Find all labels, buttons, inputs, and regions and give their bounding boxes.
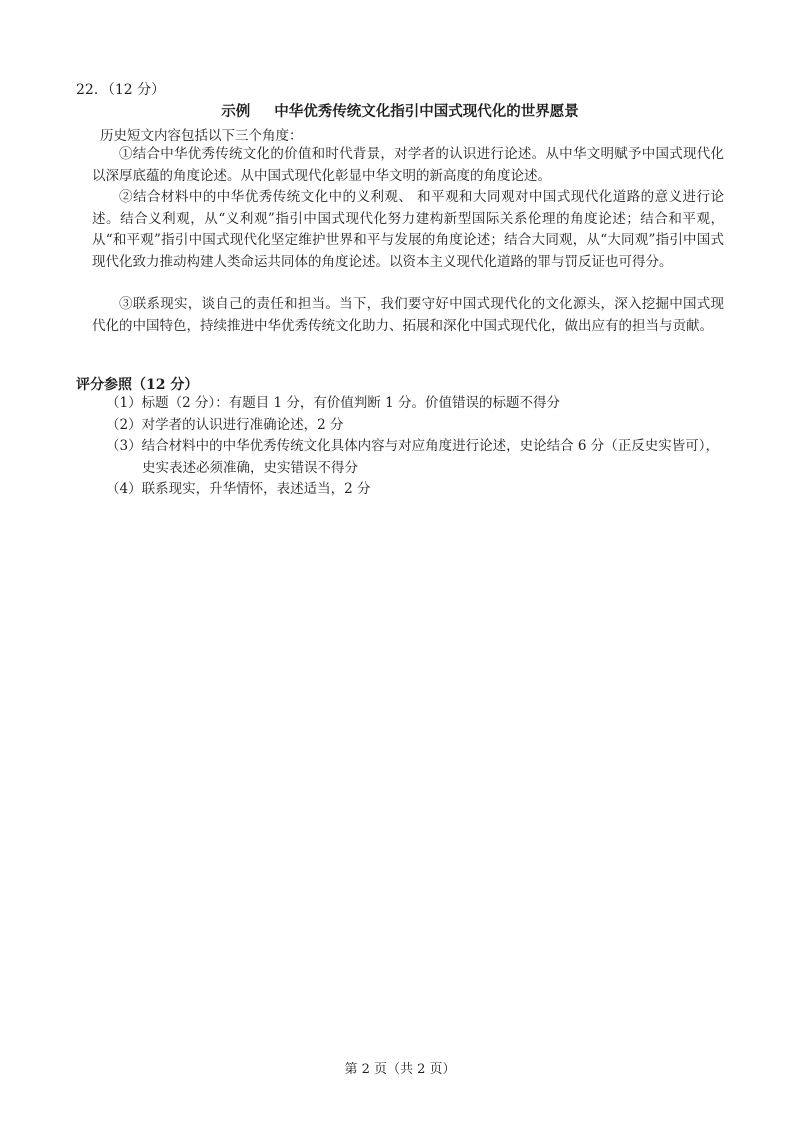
essay-paragraph-3: ③联系现实，谈自己的责任和担当。当下，我们要守好中国式现代化的文化源头，深入挖掘中国式现代化的中国特色，持续推进中华优秀传统文化助力、拓展和深化中国式现代化，做出应有的担当与贡献。 — [92, 296, 724, 334]
scoring-item-2: （2）对学者的认识进行准确论述，2 分 — [106, 417, 344, 433]
essay-title: 中华优秀传统文化指引中国式现代化的世界愿景 — [274, 103, 579, 120]
scoring-item-4: （4）联系现实，升华情怀，表述适当，2 分 — [106, 481, 371, 497]
essay-intro: 历史短文内容包括以下三个角度： — [100, 128, 303, 144]
essay-title-line — [0, 100, 800, 121]
scoring-title: 评分参照（12 分） — [76, 377, 199, 393]
scoring-item-1: （1）标题（2 分）：有题目 1 分，有价值判断 1 分。价值错误的标题不得分 — [106, 395, 561, 411]
scoring-item-3-continuation: 史实表述必须准确，史实错误不得分 — [142, 459, 358, 476]
essay-paragraph-2: ②结合材料中的中华优秀传统文化中的义利观、 和平观和大同观对中国式现代化道路的意义进行论述。结合义利观，从“义利观”指引中国式现代化努力建构新型国际关系伦理的角度论述；结合和平观，从“和平观”指引中国式现代化坚定维护世界和平与发展的角度论述；结合大同观，从“大同观”指引中国式现代化致力推动构建人类命运共同体的角度论述。以资本主义现代化道路的罪与罚反证也可得分。 — [92, 189, 724, 270]
question-number: 22．（12 分） — [76, 82, 166, 98]
page-footer: 第 2 页（共 2 页） — [344, 1062, 456, 1077]
scoring-item-3 — [106, 436, 726, 479]
scoring-item-3-text: （3）结合材料中的中华优秀传统文化具体内容与对应角度进行论述，史论结合 6 分（正反史实皆可）， — [106, 438, 720, 454]
essay-paragraph-1: ①结合中华优秀传统文化的价值和时代背景，对学者的认识进行论述。从中华文明赋予中国式现代化以深厚底蕴的角度论述。从中国式现代化彰显中华文明的新高度的角度论述。 — [92, 146, 724, 184]
essay-title-label: 示例 — [221, 103, 251, 120]
